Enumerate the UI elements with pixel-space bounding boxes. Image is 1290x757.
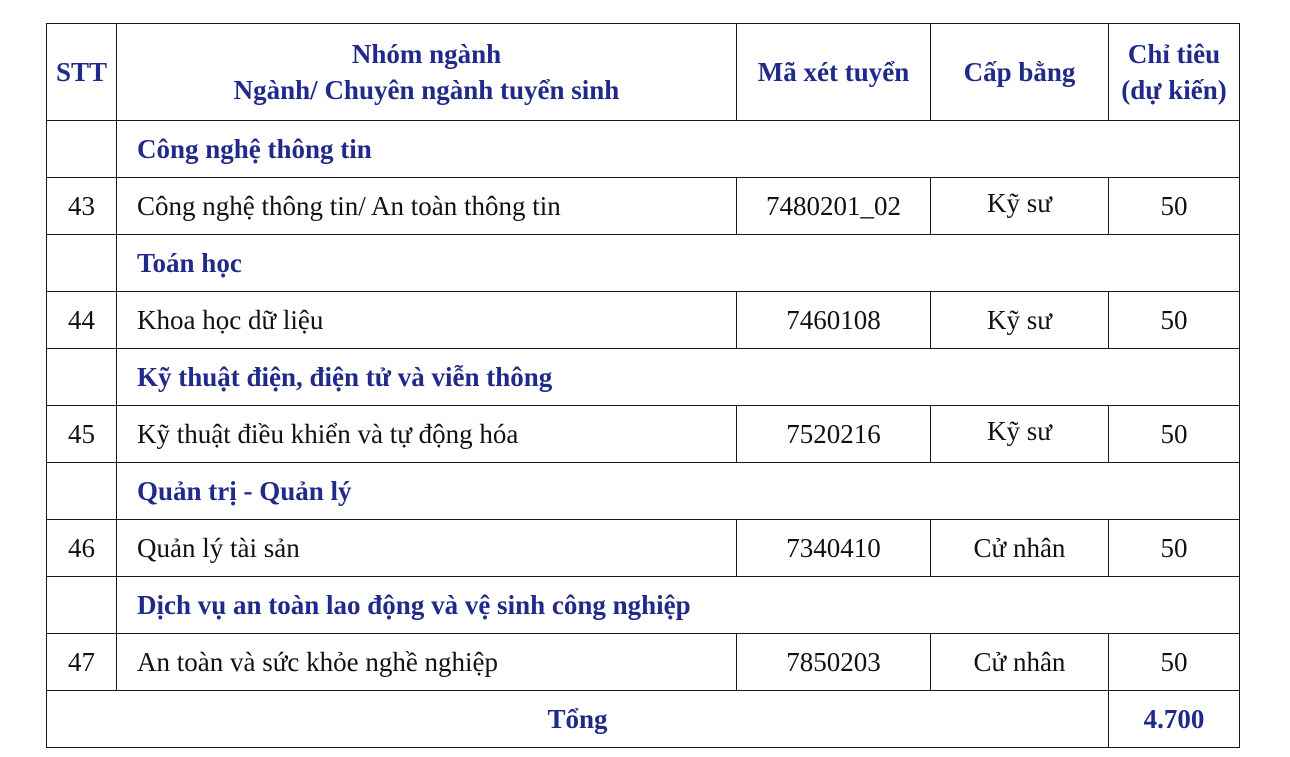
table-row — [47, 406, 1240, 463]
table-row — [47, 178, 1240, 235]
row-degree — [931, 406, 1109, 463]
header-row — [47, 24, 1240, 121]
total-row — [47, 691, 1240, 748]
row-degree: Cử nhân — [931, 634, 1109, 691]
row-admission-code: 7520216 — [737, 406, 931, 463]
header-quota-line1: Chỉ tiêu — [1127, 39, 1221, 69]
group-name: Quản trị - Quản lý — [117, 463, 1240, 520]
row-stt: 46 — [47, 520, 117, 577]
header-major-detail-line: Ngành/ Chuyên ngành tuyển sinh — [233, 75, 620, 105]
group-row — [47, 235, 1240, 292]
row-stt: 47 — [47, 634, 117, 691]
row-admission-code: 7460108 — [737, 292, 931, 349]
row-degree-text: Kỹ sư — [987, 415, 1052, 446]
group-row — [47, 577, 1240, 634]
group-row — [47, 463, 1240, 520]
row-major-name: Khoa học dữ liệu — [117, 292, 737, 349]
row-major-name: An toàn và sức khỏe nghề nghiệp — [117, 634, 737, 691]
admission-quota-table — [46, 23, 1240, 748]
row-quota: 50 — [1109, 292, 1240, 349]
row-major-name: Công nghệ thông tin/ An toàn thông tin — [117, 178, 737, 235]
header-major-name — [117, 24, 737, 121]
group-name: Toán học — [117, 235, 1240, 292]
header-quota — [1109, 24, 1240, 121]
row-quota: 50 — [1109, 406, 1240, 463]
header-major-group-line: Nhóm ngành — [351, 39, 502, 69]
row-degree: Kỹ sư — [931, 292, 1109, 349]
header-degree: Cấp bằng — [931, 24, 1109, 121]
row-admission-code: 7340410 — [737, 520, 931, 577]
row-major-name: Quản lý tài sản — [117, 520, 737, 577]
row-stt: 43 — [47, 178, 117, 235]
row-degree — [931, 178, 1109, 235]
group-stt-empty — [47, 121, 117, 178]
row-major-name: Kỹ thuật điều khiển và tự động hóa — [117, 406, 737, 463]
header-quota-line2: (dự kiến) — [1121, 75, 1227, 105]
group-name: Công nghệ thông tin — [117, 121, 1240, 178]
group-name: Kỹ thuật điện, điện tử và viễn thông — [117, 349, 1240, 406]
group-stt-empty — [47, 463, 117, 520]
row-stt: 45 — [47, 406, 117, 463]
row-quota: 50 — [1109, 520, 1240, 577]
table-row — [47, 520, 1240, 577]
group-row — [47, 349, 1240, 406]
row-quota: 50 — [1109, 178, 1240, 235]
header-admission-code: Mã xét tuyển — [737, 24, 931, 121]
total-value: 4.700 — [1109, 691, 1240, 748]
total-label: Tổng — [47, 691, 1109, 748]
row-degree: Cử nhân — [931, 520, 1109, 577]
group-stt-empty — [47, 235, 117, 292]
row-quota: 50 — [1109, 634, 1240, 691]
table-row — [47, 634, 1240, 691]
table-row — [47, 292, 1240, 349]
group-stt-empty — [47, 349, 117, 406]
group-stt-empty — [47, 577, 117, 634]
group-name: Dịch vụ an toàn lao động và vệ sinh công nghiệp — [117, 577, 1240, 634]
row-admission-code: 7480201_02 — [737, 178, 931, 235]
row-degree-text: Kỹ sư — [987, 187, 1052, 218]
row-admission-code: 7850203 — [737, 634, 931, 691]
row-stt: 44 — [47, 292, 117, 349]
group-row — [47, 121, 1240, 178]
header-stt: STT — [47, 24, 117, 121]
